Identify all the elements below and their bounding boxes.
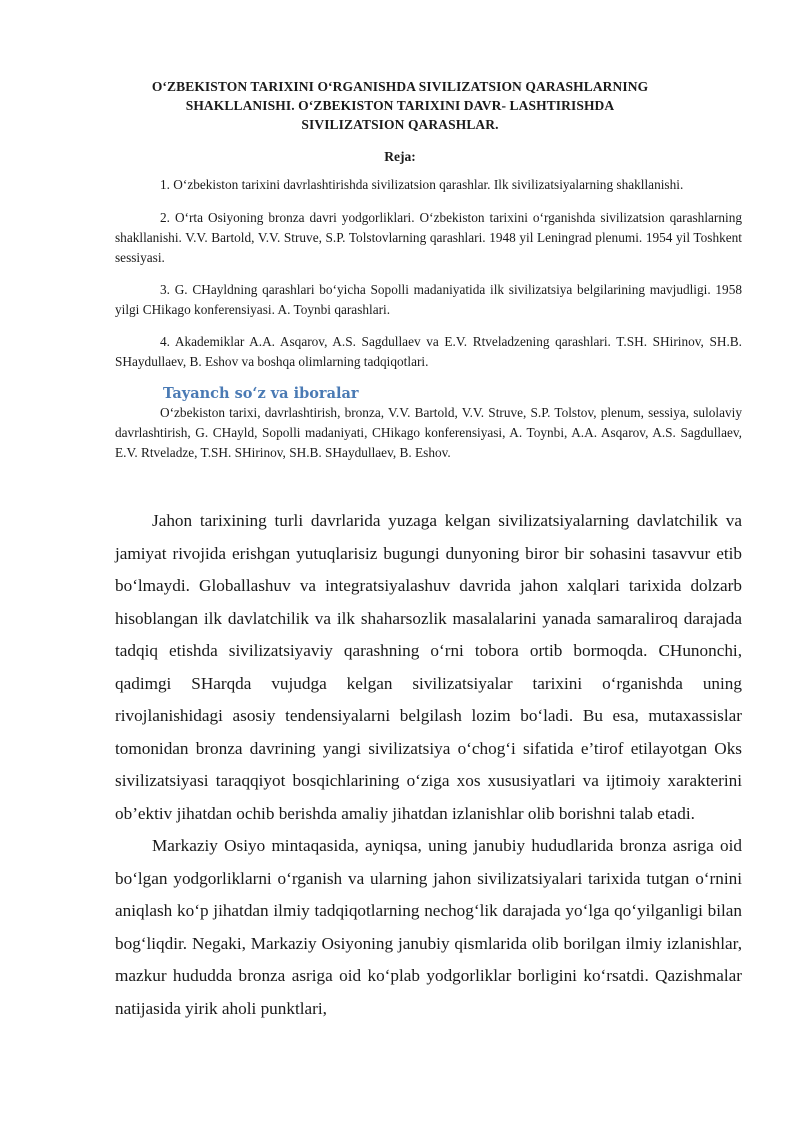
plan-item: [115, 280, 742, 320]
keywords-block: [115, 403, 742, 463]
plan-item-text: 2. O‘rta Osiyoning bronza davri yodgorliklari. O‘zbekiston tarixini o‘rganishda sivilizatsion qarashlarning shakllanishi. V.V. Bartold, V.V. Struve, S.P. Tolstovlarning qarashlari. 1948 yil Leningrad plenumi. 1954 yil Toshkent sessiyasi.: [115, 210, 742, 265]
main-text: [115, 505, 742, 1025]
plan-heading: Reja:: [384, 149, 416, 164]
plan-item-text: 4. Akademiklar A.A. Asqarov, A.S. Sagdullaev va E.V. Rtveladzening qarashlari. T.SH. SHirinov, SH.B. SHaydullaev, B. Eshov va boshqa olimlarning tadqiqotlari.: [115, 334, 742, 369]
plan-item: [115, 175, 742, 195]
body-paragraph: Markaziy Osiyo mintaqasida, ayniqsa, uning janubiy hududlarida bronza asriga oid bo‘lgan yodgorliklarni o‘rganish va ularning jahon sivilizatsiyalari tarixida tutgan o‘rnini aniqlash ko‘p jihatdan ilmiy tadqiqotlarning nechog‘lik darajada yo‘lga qo‘yilganligi bilan bog‘liqdir. Negaki, Markaziy Osiyoning janubiy qismlarida olib borilgan ilmiy izlanishlar, mazkur hududda bronza asriga oid ko‘plab yodgorliklar borligini ko‘rsatdi. Qazishmalar natijasida yirik aholi punktlari,: [115, 836, 742, 1018]
plan-item-text: 1. O‘zbekiston tarixini davrlashtirishda sivilizatsion qarashlar. Ilk sivilizatsiyalarning shakllanishi.: [160, 177, 684, 192]
document-title: O‘ZBEKISTON TARIXINI O‘RGANISHDA SIVILIZATSION QARASHLARNING SHAKLLANISHI. O‘ZBEKISTON TARIXINI DAVR- LASHTIRISHDA SIVILIZATSION QARASHLAR.: [151, 79, 649, 132]
plan-item: [115, 208, 742, 268]
body-paragraph: Jahon tarixining turli davrlarida yuzaga kelgan sivilizatsiyalarning davlatchilik va jamiyat rivojida erishgan yutuqlarisiz bugungi dunyoning biror bir sohasini tasavvur etib bo‘lmaydi. Globallashuv va integratsiyalashuv davrida jahon xalqlari tarixida dolzarb hisoblangan ilk davlatchilik va ilk shaharsozlik masalalarini yanada samaraliroq darajada tadqiq etishda sivilizatsiyaviy qarashning o‘rni tobora ortib bormoqda. CHunonchi, qadimgi SHarqda vujudga kelgan sivilizatsiyalar tarixini o‘rganishda uning rivojlanishidagi asosiy tendensiyalarni belgilash lozim bo‘ladi. Bu esa, mutaxassislar tomonidan bronza davrining yangi sivilizatsiya o‘chog‘i sifatida e’tirof etilayotgan Oks sivilizatsiyasi taraqqiyot bosqichlarining o‘ziga xos xususiyatlari va ijtimoiy xarakterini ob’ektiv jihatdan ochib berishda amaliy jihatdan izlanishlar olib borishni talab etadi.: [115, 511, 742, 823]
keywords-text: O‘zbekiston tarixi, davrlashtirish, bronza, V.V. Bartold, V.V. Struve, S.P. Tolstov, plenum, sessiya, sulolaviy davrlashtirish, G. CHayld, Sopolli madaniyati, CHikago konferensiyasi, A. Toynbi, A.A. Asqarov, A.S. Sagdullaev, E.V. Rtveladze, T.SH. SHirinov, SH.B. SHaydullaev, B. Eshov.: [115, 405, 742, 460]
plan-item-text: 3. G. CHayldning qarashlari bo‘yicha Sopolli madaniyatida ilk sivilizatsiya belgilarining mavjudligi. 1958 yilgi CHikago konferensiyasi. A. Toynbi qarashlari.: [115, 282, 742, 317]
keywords-heading: Tayanch so‘z va iboralar: [163, 385, 359, 402]
plan-item: [115, 332, 742, 372]
